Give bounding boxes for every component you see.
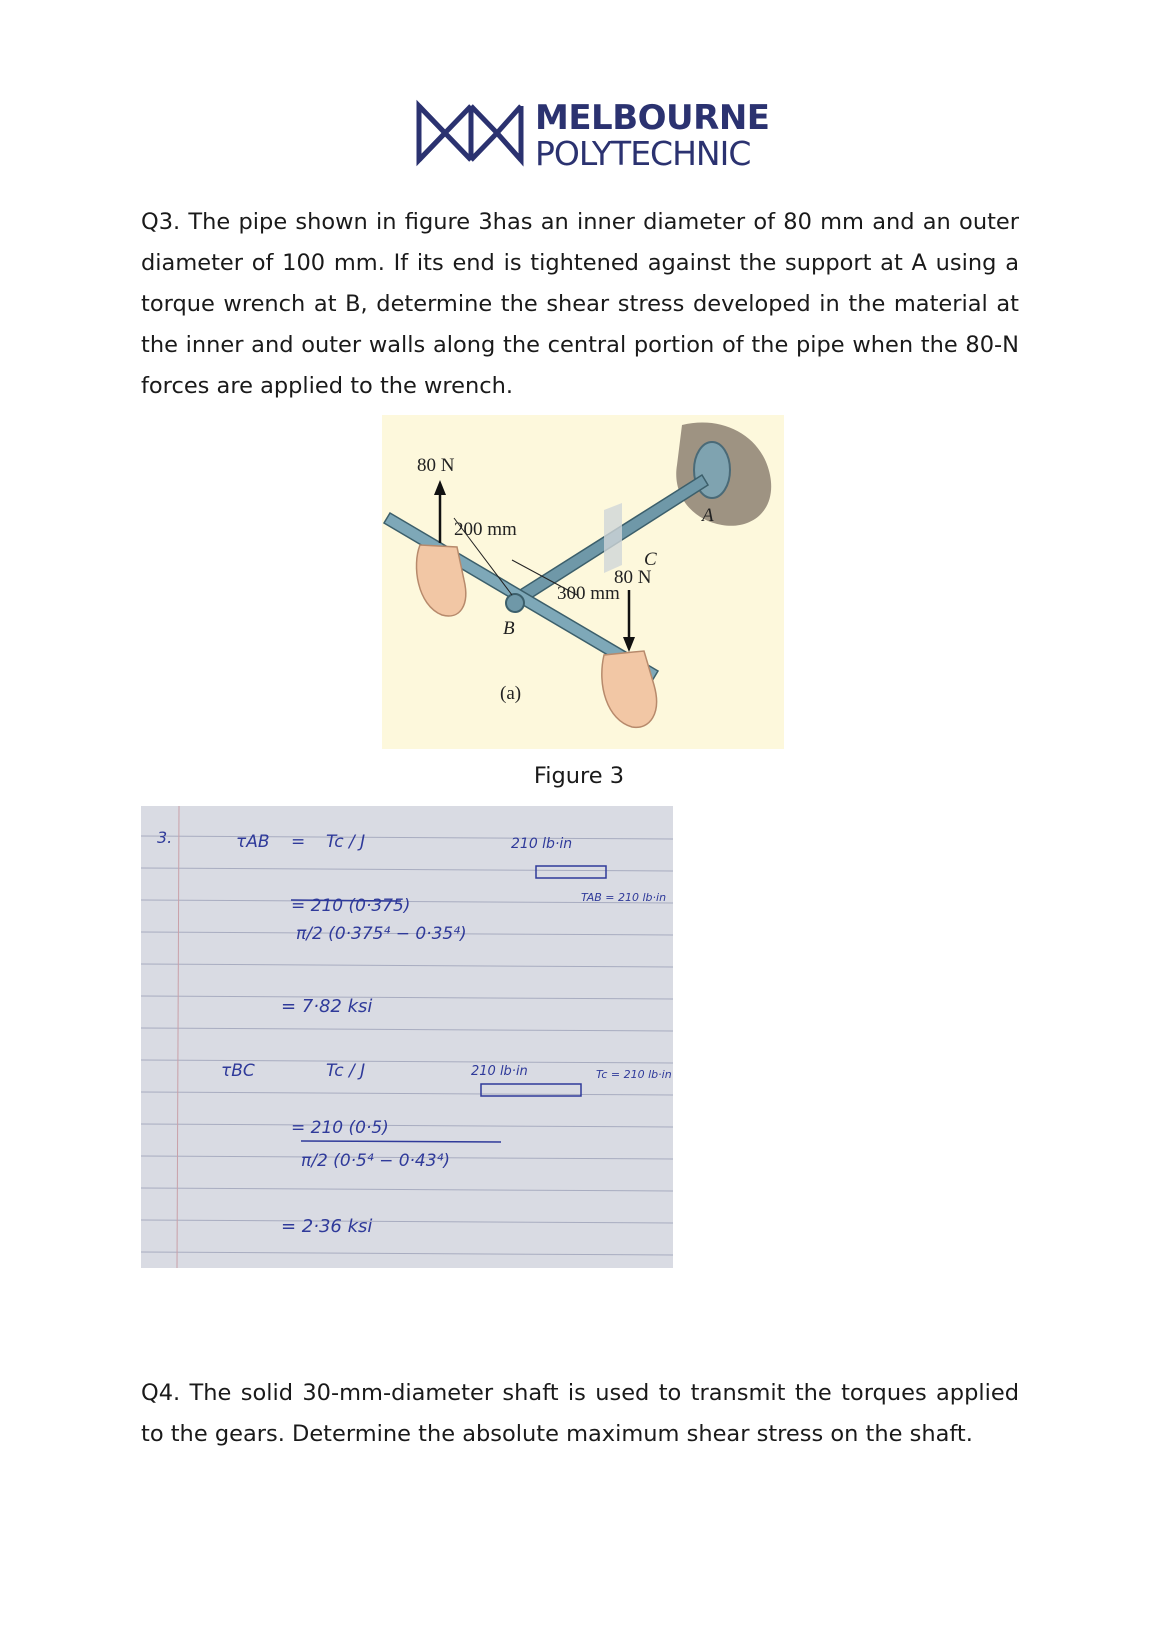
label-c: C [644, 549, 657, 570]
hw-tc-2: Tc = 210 lb·in [596, 1068, 672, 1081]
figure-3-image [382, 415, 784, 749]
label-300mm: 300 mm [557, 583, 620, 604]
question-4-text: Q4. The solid 30-mm-diameter shaft is used to transmit the torques applied to the gears. Determine the absolute maximum shear stress on the shaft. [141, 1380, 1019, 1447]
logo-mark-icon [415, 98, 525, 168]
plate-c [604, 503, 622, 573]
hw-line-4: = 7·82 ksi [281, 996, 373, 1017]
logo-line-polytechnic: POLYTECHNIC [535, 134, 751, 173]
hw-tau-bc: τBC [221, 1061, 255, 1081]
question-3-text: Q3. The pipe shown in figure 3has an inner diameter of 80 mm and an outer diameter of 100 mm. If its end is tightened against the support at A using a torque wrench at B, determine the shear stress developed in the material at the inner and outer walls along the central portion of the pipe when the 80-N forces are applied to the wrench. [141, 209, 1019, 399]
label-200mm: 200 mm [454, 519, 517, 540]
hw-tc-over-j-2: Tc / J [326, 1061, 366, 1081]
left-hand [416, 545, 465, 616]
ruled-lines [141, 806, 673, 1268]
hw-tau-ab: τAB [236, 832, 270, 852]
hw-equals: = [291, 832, 306, 852]
logo-line-melbourne: MELBOURNE [535, 98, 770, 138]
label-80n-bottom: 80 N [614, 567, 652, 588]
hw-torque-1: 210 lb·in [511, 836, 573, 852]
hub-b [506, 594, 524, 612]
figure-3-caption: Figure 3 [533, 763, 625, 789]
hw-line-3: π/2 (0·375⁴ − 0·35⁴) [296, 924, 467, 944]
label-b: B [503, 618, 515, 639]
hw-line-7: = 2·36 ksi [281, 1216, 373, 1237]
handwritten-solution-image [141, 806, 673, 1268]
logo-wordmark [535, 100, 770, 172]
right-hand [602, 651, 657, 727]
hw-line-5: = 210 (0·5) [291, 1118, 389, 1138]
hw-tab: TAB = 210 lb·in [581, 891, 667, 904]
label-sub-a: (a) [500, 683, 522, 704]
melbourne-polytechnic-logo [415, 98, 770, 173]
hw-line-6: π/2 (0·5⁴ − 0·43⁴) [301, 1151, 451, 1171]
hw-problem-number: 3. [157, 828, 173, 847]
hw-tc-over-j: Tc / J [326, 832, 366, 852]
hw-line-2: = 210 (0·375) [291, 896, 411, 916]
label-a: A [702, 505, 714, 526]
hw-torque-2: 210 lb·in [471, 1064, 528, 1079]
label-80n-top: 80 N [417, 455, 455, 476]
